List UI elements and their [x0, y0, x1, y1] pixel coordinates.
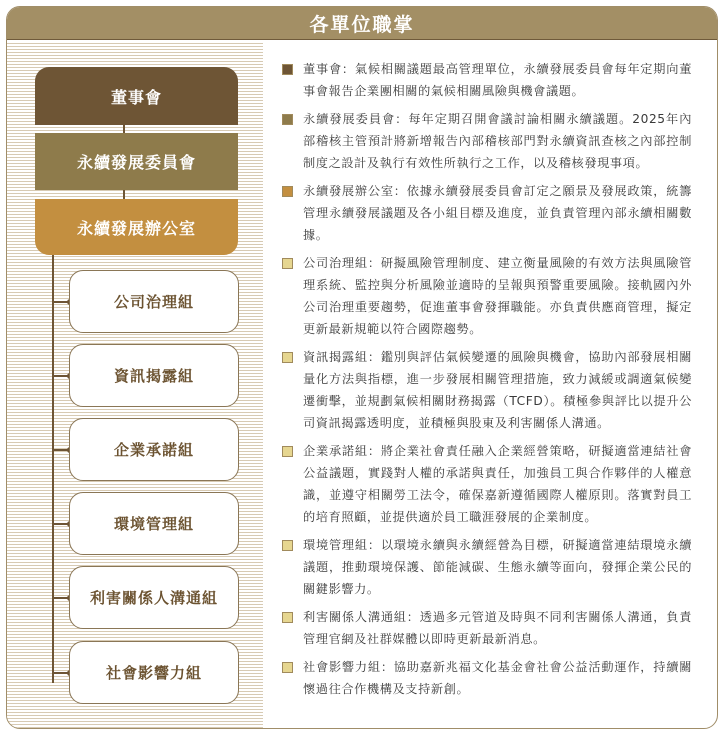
- org-node-label: 資訊揭露組: [113, 367, 194, 385]
- panel-header: [7, 7, 717, 40]
- org-node-corporate-governance: [69, 270, 239, 333]
- org-node-environmental-management: [69, 492, 239, 555]
- org-node-social-impact: [69, 641, 239, 704]
- square-bullet-icon: [282, 352, 293, 363]
- org-node-stakeholder-communication: [69, 566, 239, 629]
- connector-line: [52, 249, 54, 683]
- org-node-corporate-commitment: [69, 418, 239, 481]
- org-node-label: 永續發展辦公室: [76, 218, 196, 238]
- description-text: 利害關係人溝通組：透過多元管道及時與不同利害關係人溝通，負責管理官網及社群媒體以即時更新最新消息。: [303, 610, 692, 646]
- org-node-label: 環境管理組: [113, 515, 194, 533]
- list-item: [282, 58, 692, 102]
- list-item: [282, 656, 692, 700]
- description-text: 環境管理組：以環境永續與永續經營為目標，研擬適當連結環境永續議題，推動環境保護、節能減碳、生態永續等面向，發揮企業公民的關鍵影響力。: [303, 538, 692, 596]
- description-text: 永續發展辦公室：依據永續發展委員會訂定之願景及發展政策，統籌管理永續發展議題及各小組目標及進度，並負責管理內部永續相關數據。: [303, 184, 692, 242]
- square-bullet-icon: [282, 540, 293, 551]
- description-text: 資訊揭露組：鑑別與評估氣候變遷的風險與機會，協助內部發展相關量化方法與指標，進一步發展相關管理措施，致力減緩或調適氣候變遷衝擊，並規劃氣候相關財務揭露（TCFD）。積極參與評比以提升公司資訊揭露透明度，並積極與股東及利害關係人溝通。: [303, 350, 692, 430]
- square-bullet-icon: [282, 258, 293, 269]
- description-text: 企業承諾組：將企業社會責任融入企業經營策略，研擬適當連結社會公益議題，實踐對人權的承諾與責任，加強員工與合作夥伴的人權意識，並遵守相關勞工法令，確保嘉新遵循國際人權原則。落實對員工的培育照顧，並提供適於員工職涯發展的企業制度。: [303, 444, 692, 524]
- org-node-label: 利害關係人溝通組: [89, 589, 218, 607]
- branch-connector: [53, 375, 70, 377]
- square-bullet-icon: [282, 446, 293, 457]
- square-bullet-icon: [282, 186, 293, 197]
- branch-connector: [53, 672, 70, 674]
- square-bullet-icon: [282, 114, 293, 125]
- org-node-sustainability-office: [35, 199, 238, 255]
- list-item: [282, 108, 692, 174]
- org-node-label: 企業承諾組: [113, 441, 194, 459]
- org-node-sustainability-committee: [35, 133, 238, 190]
- org-node-board: [35, 67, 238, 125]
- list-item: [282, 180, 692, 246]
- org-node-label: 公司治理組: [113, 293, 194, 311]
- square-bullet-icon: [282, 64, 293, 75]
- org-node-information-disclosure: [69, 344, 239, 407]
- list-item: [282, 534, 692, 600]
- responsibility-list: [282, 58, 692, 706]
- branch-connector: [53, 523, 70, 525]
- page-title: 各單位職掌: [309, 13, 415, 36]
- org-node-label: 社會影響力組: [105, 664, 202, 682]
- org-node-label: 永續發展委員會: [76, 153, 196, 172]
- branch-connector: [53, 301, 70, 303]
- description-text: 董事會：氣候相關議題最高管理單位，永續發展委員會每年定期向董事會報告企業團相關的氣候相關風險與機會議題。: [303, 62, 692, 98]
- square-bullet-icon: [282, 662, 293, 673]
- description-text: 永續發展委員會：每年定期召開會議討論相關永續議題。2025年內部稽核主管預計將新增報告內部稽核部門對永續資訊查核之內部控制制度之設計及執行有效性所執行之工作，以及稽核發現事項。: [303, 112, 692, 170]
- square-bullet-icon: [282, 612, 293, 623]
- list-item: [282, 606, 692, 650]
- list-item: [282, 252, 692, 340]
- branch-connector: [53, 449, 70, 451]
- org-node-label: 董事會: [110, 87, 162, 107]
- list-item: [282, 440, 692, 528]
- description-text: 社會影響力組：協助嘉新兆福文化基金會社會公益活動運作，持續關懷過往合作機構及支持新創。: [303, 660, 692, 696]
- branch-connector: [53, 597, 70, 599]
- list-item: [282, 346, 692, 434]
- description-text: 公司治理組：研擬風險管理制度、建立衡量風險的有效方法與風險管理系統、監控與分析風險並適時的呈報與預警重要風險。接軌國內外公司治理重要趨勢，促進董事會發揮職能。亦負責供應商管理，擬定更新最新規範以符合國際趨勢。: [303, 256, 692, 336]
